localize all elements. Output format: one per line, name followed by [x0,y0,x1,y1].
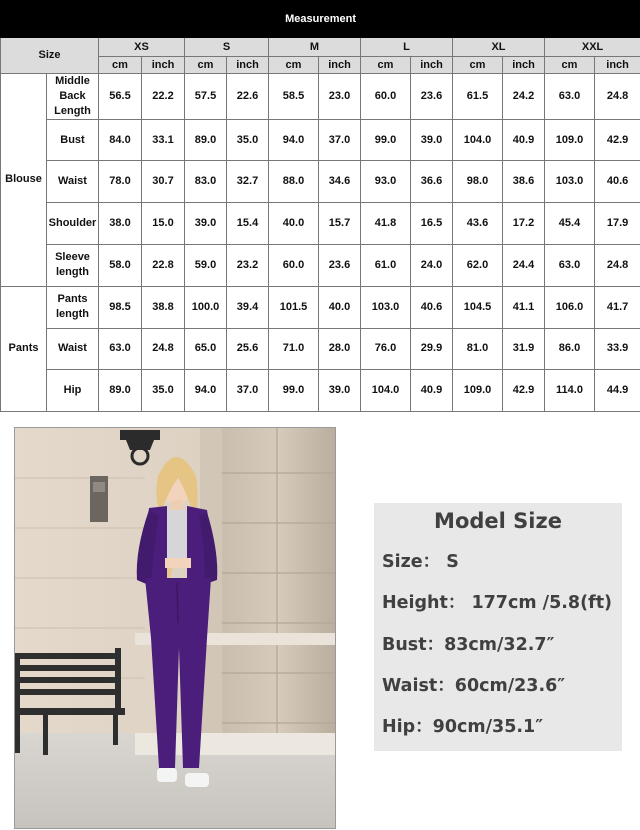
table-title: Measurement [1,1,640,38]
measurement-value: 42.9 [595,119,640,161]
model-hip-value: Hip：90cm/35.1″ [382,717,544,738]
measurement-value: 60.0 [269,244,319,286]
measurement-value: 24.8 [142,328,185,370]
measurement-value: 58.5 [269,74,319,120]
measurement-value: 56.5 [99,74,142,120]
measurement-value: 65.0 [185,328,227,370]
measurement-value: 104.0 [361,370,411,412]
measurement-label: Waist [47,161,99,203]
measurement-value: 24.0 [411,244,453,286]
measurement-value: 22.2 [142,74,185,120]
model-waist-value: Waist：60cm/23.6″ [382,675,566,696]
model-bust-value: Bust：83cm/32.7″ [382,634,555,655]
measurement-value: 104.5 [453,286,503,328]
measurement-value: 38.0 [99,203,142,245]
category-blouse: Blouse [1,74,47,287]
measurement-value: 28.0 [319,328,361,370]
measurement-value: 40.6 [411,286,453,328]
measurement-value: 99.0 [269,370,319,412]
model-photo-illustration [15,428,336,829]
table-row [1,161,640,203]
measurement-value: 57.5 [185,74,227,120]
measurement-value: 39.4 [227,286,269,328]
measurement-value: 23.6 [411,74,453,120]
table-row [1,74,640,120]
table-row [1,119,640,161]
measurement-value: 33.1 [142,119,185,161]
table-row [1,203,640,245]
unit-header-cm: cm [545,57,595,74]
measurement-value: 36.6 [411,161,453,203]
unit-header-cm: cm [453,57,503,74]
measurement-value: 40.9 [411,370,453,412]
size-xl-header: XL [453,38,545,57]
measurement-value: 23.0 [319,74,361,120]
size-xxl-header: XXL [545,38,640,57]
measurement-value: 38.6 [503,161,545,203]
measurement-value: 25.6 [227,328,269,370]
measurement-value: 37.0 [319,119,361,161]
size-m-header: M [269,38,361,57]
measurement-value: 39.0 [185,203,227,245]
measurement-value: 15.7 [319,203,361,245]
measurement-label: Waist [47,328,99,370]
measurement-value: 33.9 [595,328,640,370]
measurement-value: 98.0 [453,161,503,203]
measurement-value: 40.0 [269,203,319,245]
measurement-value: 58.0 [99,244,142,286]
measurement-value: 63.0 [99,328,142,370]
measurement-value: 41.1 [503,286,545,328]
measurement-value: 24.8 [595,74,640,120]
size-l-header: L [361,38,453,57]
measurement-value: 59.0 [185,244,227,286]
measurement-value: 94.0 [185,370,227,412]
measurement-value: 81.0 [453,328,503,370]
measurement-value: 15.0 [142,203,185,245]
unit-header-cm: cm [269,57,319,74]
measurement-value: 39.0 [319,370,361,412]
unit-header-cm: cm [99,57,142,74]
measurement-value: 100.0 [185,286,227,328]
measurement-value: 99.0 [361,119,411,161]
measurement-value: 40.0 [319,286,361,328]
measurement-value: 61.5 [453,74,503,120]
measurement-value: 78.0 [99,161,142,203]
measurement-value: 104.0 [453,119,503,161]
measurement-value: 30.7 [142,161,185,203]
measurement-value: 45.4 [545,203,595,245]
measurement-value: 23.2 [227,244,269,286]
measurement-label: Bust [47,119,99,161]
measurement-value: 40.9 [503,119,545,161]
measurement-value: 101.5 [269,286,319,328]
measurement-value: 31.9 [503,328,545,370]
measurement-value: 60.0 [361,74,411,120]
measurement-label: Pants length [47,286,99,328]
table-row [1,370,640,412]
size-header: Size [1,38,99,74]
measurement-value: 109.0 [453,370,503,412]
measurement-value: 71.0 [269,328,319,370]
measurement-value: 86.0 [545,328,595,370]
measurement-value: 89.0 [99,370,142,412]
measurement-label: Shoulder [47,203,99,245]
measurement-value: 22.8 [142,244,185,286]
measurement-value: 84.0 [99,119,142,161]
measurement-value: 41.8 [361,203,411,245]
unit-header-inch: inch [319,57,361,74]
size-xs-header: XS [99,38,185,57]
table-row [1,328,640,370]
category-pants: Pants [1,286,47,411]
measurement-value: 24.8 [595,244,640,286]
model-size-value: Size： S [382,552,459,572]
measurement-value: 61.0 [361,244,411,286]
measurement-value: 88.0 [269,161,319,203]
measurement-value: 17.9 [595,203,640,245]
table-body [1,74,640,412]
measurement-value: 16.5 [411,203,453,245]
measurement-value: 103.0 [361,286,411,328]
measurement-value: 41.7 [595,286,640,328]
measurement-value: 15.4 [227,203,269,245]
measurement-value: 94.0 [269,119,319,161]
measurement-value: 40.6 [595,161,640,203]
measurement-value: 43.6 [453,203,503,245]
measurement-value: 89.0 [185,119,227,161]
table-row [1,286,640,328]
measurement-value: 38.8 [142,286,185,328]
size-s-header: S [185,38,269,57]
measurement-value: 103.0 [545,161,595,203]
table-row [1,244,640,286]
measurement-value: 23.6 [319,244,361,286]
measurement-value: 17.2 [503,203,545,245]
measurement-value: 24.4 [503,244,545,286]
measurement-value: 39.0 [411,119,453,161]
measurement-value: 98.5 [99,286,142,328]
model-photo [14,427,336,829]
measurement-value: 35.0 [142,370,185,412]
size-chart-table [0,0,640,412]
measurement-label: Middle Back Length [47,74,99,120]
measurement-value: 62.0 [453,244,503,286]
unit-header-inch: inch [227,57,269,74]
measurement-value: 114.0 [545,370,595,412]
measurement-value: 42.9 [503,370,545,412]
measurement-value: 44.9 [595,370,640,412]
model-height-value: Height： 177cm /5.8(ft) [382,593,613,614]
unit-header-inch: inch [595,57,640,74]
unit-header-cm: cm [361,57,411,74]
measurement-value: 109.0 [545,119,595,161]
measurement-value: 22.6 [227,74,269,120]
measurement-value: 34.6 [319,161,361,203]
measurement-value: 35.0 [227,119,269,161]
measurement-value: 63.0 [545,74,595,120]
model-size-card [374,503,622,751]
unit-header-inch: inch [411,57,453,74]
unit-header-inch: inch [503,57,545,74]
measurement-value: 93.0 [361,161,411,203]
measurement-value: 24.2 [503,74,545,120]
measurement-value: 32.7 [227,161,269,203]
measurement-value: 37.0 [227,370,269,412]
measurement-value: 63.0 [545,244,595,286]
unit-header-inch: inch [142,57,185,74]
measurement-value: 29.9 [411,328,453,370]
measurement-value: 83.0 [185,161,227,203]
measurement-label: Sleeve length [47,244,99,286]
unit-header-cm: cm [185,57,227,74]
measurement-value: 106.0 [545,286,595,328]
measurement-value: 76.0 [361,328,411,370]
model-size-title: Model Size [434,509,562,533]
measurement-label: Hip [47,370,99,412]
